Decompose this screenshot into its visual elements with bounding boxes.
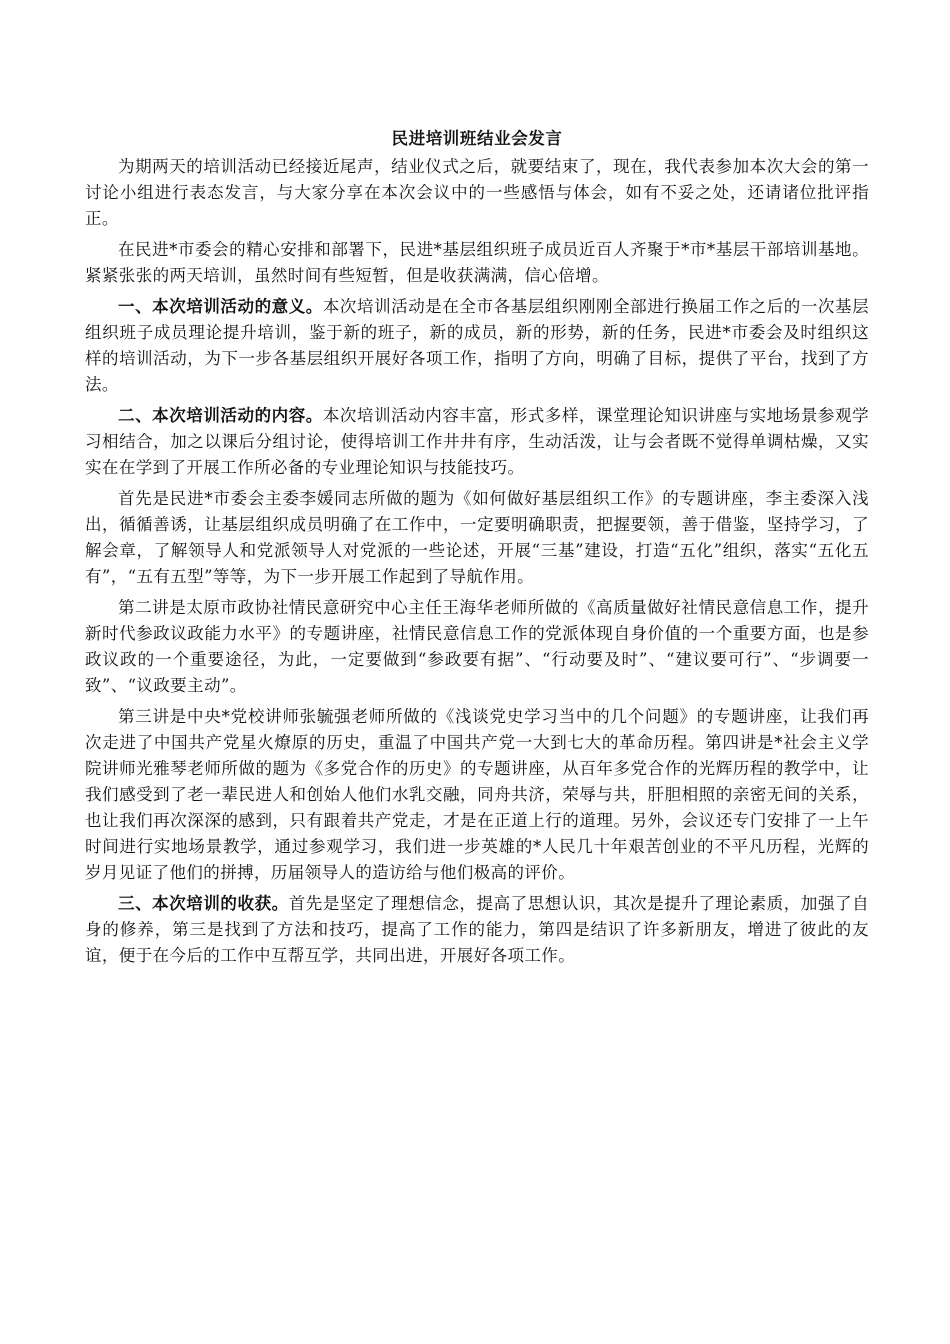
paragraph-third-lecture [85,704,869,886]
paragraph-intro [85,154,869,232]
paragraph-text: 本次培训活动内容丰富，形式多样，课堂理论知识讲座与实地场景参观学习相结合，加之以课后分组讨论，使得培训工作井井有序，生动活泼，让与会者既不觉得单调枯燥，又实实在在学到了开展工作所必备的专业理论知识与技能技巧。 [85,406,869,477]
paragraph-text: 首先是民进*市委会主委李媛同志所做的题为《如何做好基层组织工作》的专题讲座，李主委深入浅出，循循善诱，让基层组织成员明确了在工作中，一定要明确职责，把握要领，善于借鉴，坚持学习，了解会章，了解领导人和党派领导人对党派的一些论述，开展“三基”建设，打造“五化”组织，落实“五化五有”，“五有五型”等等，为下一步开展工作起到了导航作用。 [85,489,869,586]
paragraph-gains [85,891,869,969]
section-heading-gains: 三、本次培训的收获。 [118,894,289,913]
paragraph-text: 第二讲是太原市政协社情民意研究中心主任王海华老师所做的《高质量做好社情民意信息工作，提升新时代参政议政能力水平》的专题讲座，社情民意信息工作的党派体现自身价值的一个重要方面，也是参政议政的一个重要途径，为此，一定要做到“参政要有据”、“行动要及时”、“建议要可行”、“步调要一致”、“议政要主动”。 [85,598,869,695]
document-title: 民进培训班结业会发言 [391,129,563,148]
paragraph-text: 为期两天的培训活动已经接近尾声，结业仪式之后，就要结束了，现在，我代表参加本次大会的第一讨论小组进行表态发言，与大家分享在本次会议中的一些感悟与体会，如有不妥之处，还请诸位批评指正。 [85,157,869,228]
paragraph-background [85,237,869,289]
paragraph-content [85,403,869,481]
paragraph-significance [85,294,869,398]
paragraph-text: 第三讲是中央*党校讲师张毓强老师所做的《浅谈党史学习当中的几个问题》的专题讲座，让我们再次走进了中国共产党星火燎原的历史，重温了中国共产党一大到七大的革命历程。第四讲是*社会主义学院讲师光雅琴老师所做的题为《多党合作的历史》的专题讲座，从百年多党合作的光辉历程的教学中，让我们感受到了老一辈民进人和创始人他们水乳交融，同舟共济，荣辱与共，肝胆相照的亲密无间的关系，也让我们再次深深的感到，只有跟着共产党走，才是在正道上行的道理。另外，会议还专门安排了一上午时间进行实地场景教学，通过参观学习，我们进一步英雄的*人民几十年艰苦创业的不平凡历程，光辉的岁月见证了他们的拼搏，历届领导人的造访给与他们极高的评价。 [85,707,869,882]
document-body [85,128,869,974]
paragraph-text: 本次培训活动是在全市各基层组织刚刚全部进行换届工作之后的一次基层组织班子成员理论提升培训，鉴于新的班子，新的成员，新的形势，新的任务，民进*市委会及时组织这样的培训活动，为下一步各基层组织开展好各项工作，指明了方向，明确了目标，提供了平台，找到了方法。 [85,297,869,394]
paragraph-first-lecture [85,486,869,590]
section-heading-content: 二、本次培训活动的内容。 [118,406,323,425]
paragraph-text: 在民进*市委会的精心安排和部署下，民进*基层组织班子成员近百人齐聚于*市*基层干部培训基地。紧紧张张的两天培训，虽然时间有些短暂，但是收获满满，信心倍增。 [85,240,869,285]
paragraph-second-lecture [85,595,869,699]
paragraph-text: 首先是坚定了理想信念，提高了思想认识，其次是提升了理论素质，加强了自身的修养，第三是找到了方法和技巧，提高了工作的能力，第四是结识了许多新朋友，增进了彼此的友谊，便于在今后的工作中互帮互学，共同出进，开展好各项工作。 [85,894,869,965]
section-heading-significance: 一、本次培训活动的意义。 [118,297,323,316]
